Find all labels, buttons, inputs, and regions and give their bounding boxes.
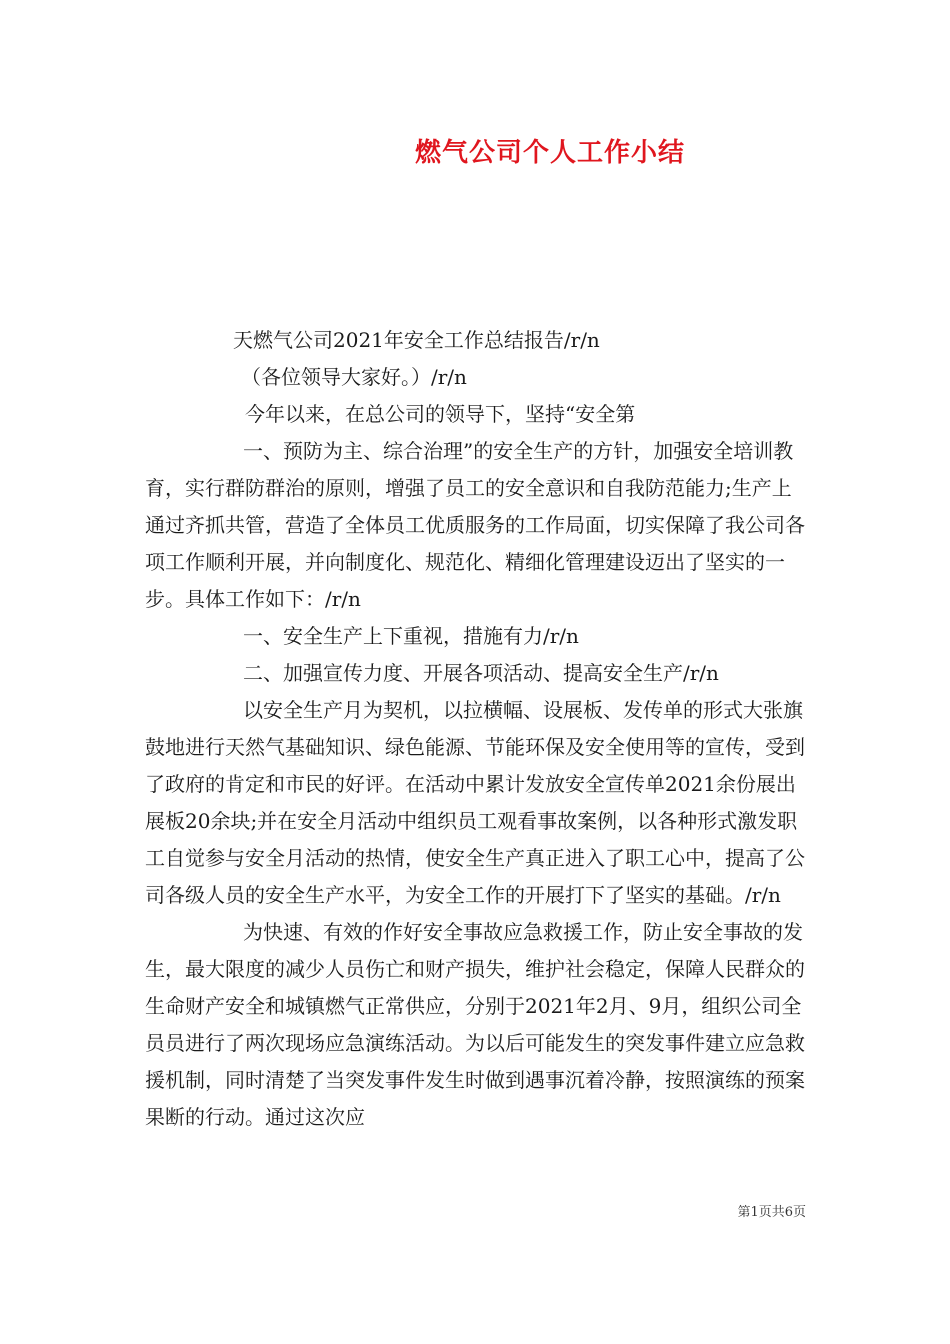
paragraph-intro: 今年以来，在总公司的领导下，坚持“安全第 <box>245 402 636 426</box>
paragraph-section-1: 一、安全生产上下重视，措施有力/r/n <box>243 624 579 648</box>
document-body <box>145 322 807 1136</box>
paragraph-policy: 一、预防为主、综合治理”的安全生产的方针，加强安全培训教育，实行群防群治的原则，增强了员工的安全意识和自我防范能力;生产上通过齐抓共管，营造了全体员工优质服务的工作局面，切实保障了我公司各项工作顺利开展，并向制度化、规范化、精细化管理建设迈出了坚实的一步。具体工作如下：/r/n <box>145 439 805 611</box>
document-title: 燃气公司个人工作小结 <box>414 138 685 168</box>
paragraph-section-2: 二、加强宣传力度、开展各项活动、提高安全生产/r/n <box>243 661 719 685</box>
paragraph-greeting: （各位领导大家好。）/r/n <box>241 365 467 389</box>
paragraph-safety-month: 以安全生产月为契机，以拉横幅、设展板、发传单的形式大张旗鼓地进行天然气基础知识、绿色能源、节能环保及安全使用等的宣传，受到了政府的肯定和市民的好评。在活动中累计发放安全宣传单2021余份展出展板20余块;并在安全月活动中组织员工观看事故案例，以各种形式激发职工自觉参与安全月活动的热情，使安全生产真正进入了职工心中，提高了公司各级人员的安全生产水平，为安全工作的开展打下了坚实的基础。/r/n <box>145 698 805 907</box>
paragraph-report-title: 天燃气公司2021年安全工作总结报告/r/n <box>233 328 600 352</box>
page-number: 第1页共6页 <box>737 1205 806 1220</box>
paragraph-emergency-drill: 为快速、有效的作好安全事故应急救援工作，防止安全事故的发生，最大限度的减少人员伤亡和财产损失，维护社会稳定，保障人民群众的生命财产安全和城镇燃气正常供应，分别于2021年2月、9月，组织公司全员员进行了两次现场应急演练活动。为以后可能发生的突发事件建立应急救援机制，同时清楚了当突发事件发生时做到遇事沉着冷静，按照演练的预案果断的行动。通过这次应 <box>145 920 805 1129</box>
